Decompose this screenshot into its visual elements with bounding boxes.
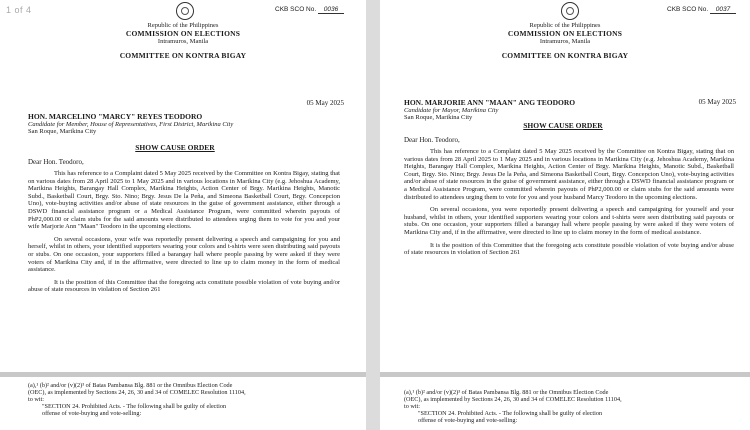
continuation-line: (OEC), as implemented by Sections 24, 26, 30 and 34 of COMELEC Resolution 11104, — [28, 389, 246, 396]
page-continuation — [404, 389, 734, 424]
commission-line: COMMISSION ON ELECTIONS — [507, 29, 623, 38]
section-heading: "SECTION 24. Prohibited Acts. - The following shall be guilty of election — [418, 410, 603, 417]
letterhead — [0, 22, 366, 60]
sco-number — [275, 6, 344, 14]
commission-line: COMMISSION ON ELECTIONS — [125, 29, 241, 38]
addressee-block — [28, 113, 233, 136]
body-paragraph: On several occasions, your wife was reportedly present delivering a speech and campaigning for you and herself, whilst in others, your identified supporters wearing your colors and t-shirts were seen distributing said payouts or stubs. On one occasion, your supporters filled a barangay hall where people passing by were asked if they were voters of Marikina City and, if in the affirmative, were directed to line up to claim money in the form of medical assistance. — [28, 235, 340, 274]
comelec-seal-icon — [176, 2, 194, 20]
body-paragraph: It is the position of this Committee that the foregoing acts constitute possible violation of vote buying and/or abuse of state resources in violation of Section 261 — [28, 278, 340, 294]
continuation-line: (a),¹ (b)² and/or (v)(2)³ of Batas Pambansa Blg. 881 or the Omnibus Election Code — [404, 389, 609, 396]
order-title: SHOW CAUSE ORDER — [135, 143, 215, 152]
document-page-bottom — [380, 372, 750, 430]
document-divider — [366, 0, 380, 430]
sco-label: CKB SCO No. — [667, 6, 709, 13]
addressee-name: HON. MARJORIE ANN "MAAN" ANG TEODORO — [404, 98, 576, 107]
committee-line: COMMITTEE ON KONTRA BIGAY — [501, 51, 629, 60]
body-paragraph: It is the position of this Committee that the foregoing acts constitute possible violation of vote buying and/or abuse of state resources in violation of Section 261 — [404, 241, 734, 257]
letterhead — [380, 22, 750, 60]
letter-date: 05 May 2025 — [306, 99, 344, 107]
continuation-line: to wit: — [28, 396, 44, 403]
addressee-address: San Roque, Marikina City — [404, 114, 473, 121]
continuation-line: to wit: — [404, 403, 420, 410]
addressee-title: Candidate for Member, House of Representatives, First District, Marikina City — [28, 120, 234, 128]
page-indicator: 1 of 4 — [6, 5, 32, 15]
committee-line: COMMITTEE ON KONTRA BIGAY — [119, 51, 247, 60]
page-continuation — [28, 382, 340, 417]
addressee-title: Candidate for Mayor, Marikina City — [404, 106, 499, 114]
city-line: Intramuros, Manila — [539, 38, 591, 45]
addressee-name: HON. MARCELINO "MARCY" REYES TEODORO — [28, 112, 203, 121]
show-cause-order-marcy — [0, 0, 366, 430]
continuation-line: (a),¹ (b)² and/or (v)(2)³ of Batas Pambansa Blg. 881 or the Omnibus Election Code — [28, 382, 233, 389]
comelec-seal-icon — [561, 2, 579, 20]
show-cause-order-maan — [380, 0, 750, 430]
salutation: Dear Hon. Teodoro, — [28, 158, 84, 166]
republic-line: Republic of the Philippines — [147, 22, 219, 29]
section-subheading: offense of vote-buying and vote-selling: — [418, 417, 518, 424]
section-subheading: offense of vote-buying and vote-selling: — [42, 410, 142, 417]
letter-body — [28, 170, 340, 299]
sco-number-value: 0037 — [710, 6, 736, 14]
section-heading: "SECTION 24. Prohibited Acts. - The following shall be guilty of election — [42, 403, 227, 410]
body-paragraph: This has reference to a Complaint dated 5 May 2025 received by the Committee on Kontra Bigay, stating that on various dates from 28 April 2025 to 1 May 2025 and in various locations in Marikina City (e.g. Jehoshua Academy, Marikina Heights, Barangay Hall Complex, Marikina Heights, Action Center of Brgy. Marikina Heights, Manotic Subd., Basketball Court, Brgy. Sto. Nino; Brgy. Jesus De la Peña, and Simeona Basketball Court, Brgy. Concepcion Uno), vote-buying activities and/or abuse of state resources in the guise of government assistance, either through a DSWD financial assistance program or a Medical Assistance Program, were committed wherein payouts of PhP2,000.00 or claim stubs for the said amounts were distributed to attendees urging them to vote for you and your husband Marcy Teodoro in the upcoming elections. — [404, 148, 734, 201]
sco-label: CKB SCO No. — [275, 6, 317, 13]
city-line: Intramuros, Manila — [157, 38, 209, 45]
order-title: SHOW CAUSE ORDER — [523, 121, 603, 130]
body-paragraph: On several occasions, you were reportedly present delivering a speech and campaigning for yourself and your husband, whilst in others, your identified supporters wearing your colors and t-shirts were seen distributing said payouts or stubs. On one occasion, your supporters filled a barangay hall where people passing by were asked if they were voters of Marikina City and, if in the affirmative, were directed to line up to claim money in the form of medical assistance. — [404, 206, 734, 236]
addressee-block — [404, 99, 575, 122]
republic-line: Republic of the Philippines — [529, 22, 601, 29]
sco-number-value: 0036 — [318, 6, 344, 14]
body-paragraph: This has reference to a Complaint dated 5 May 2025 received by the Committee on Kontra Bigay, stating that on various dates from 28 April 2025 to 1 May 2025 and in various locations in Marikina City (e.g. Jehoshua Academy, Marikina Heights, Barangay Hall Complex, Marikina Heights, Action Center of Brgy. Marikina Heights, Manotic Subd., Basketball Court, Brgy. Sto. Nino; Brgy. Jesus De la Peña, and Simeona Basketball Court, Brgy. Concepcion Uno), vote-buying activities and/or abuse of state resources in the guise of government assistance, either through a DSWD financial assistance program or a Medical Assistance Program, were committed wherein payouts of PhP2,000.00 or claim stubs for the said amounts were distributed to attendees urging them to vote for you and your wife Marjorie Ann "Maan" Teodoro in the upcoming elections. — [28, 170, 340, 231]
continuation-line: (OEC), as implemented by Sections 24, 26, 30 and 34 of COMELEC Resolution 11104, — [404, 396, 622, 403]
salutation: Dear Hon. Teodoro, — [404, 136, 460, 144]
letter-date: 05 May 2025 — [698, 98, 736, 106]
sco-number — [667, 6, 736, 14]
document-page-bottom — [0, 372, 366, 430]
letter-body — [404, 148, 734, 262]
addressee-address: San Roque, Marikina City — [28, 128, 97, 135]
